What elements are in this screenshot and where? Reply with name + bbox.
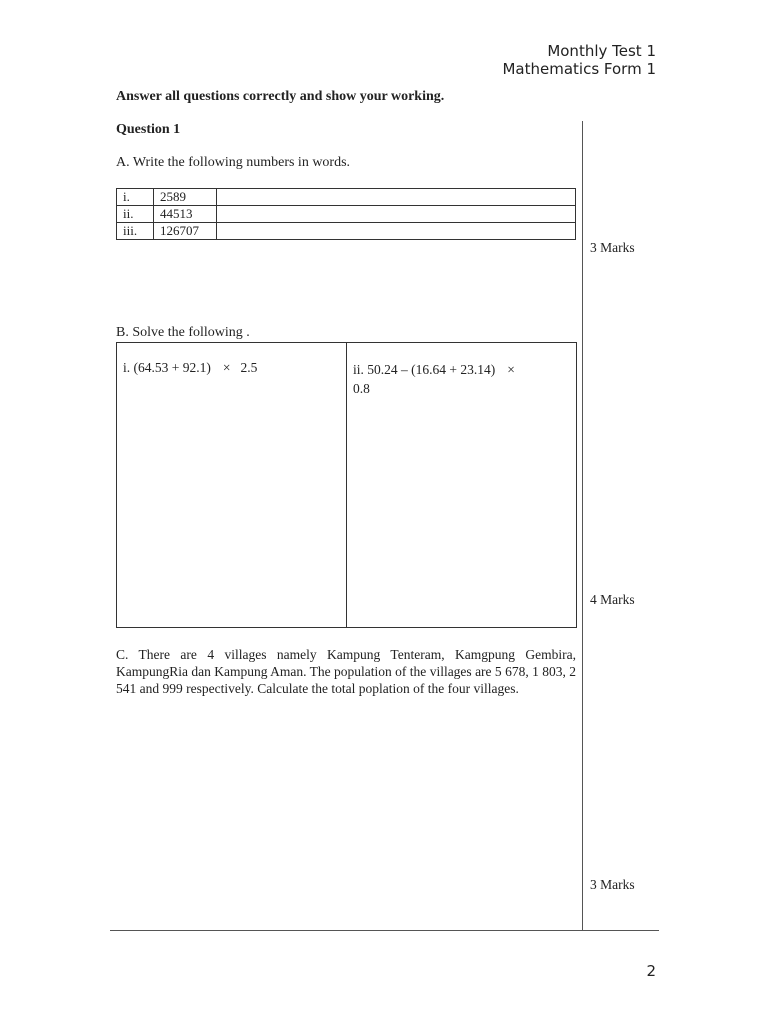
multiply-symbol: × <box>507 362 515 377</box>
numbers-table <box>116 188 576 240</box>
question-title: Question 1 <box>116 122 181 137</box>
multiply-symbol: × <box>222 360 231 375</box>
row-number: ii. <box>117 206 154 223</box>
page-header <box>502 42 656 78</box>
working-box-divider <box>346 343 347 627</box>
row-value: 44513 <box>154 206 217 223</box>
answer-cell[interactable] <box>217 189 576 206</box>
part-b-question-ii <box>353 360 553 398</box>
question-ii-expression: ii. 50.24 – (16.64 + 23.14) <box>353 362 496 377</box>
part-c-question: C. There are 4 villages namely Kampung Tenteram, Kamgpung Gembira, KampungRia dan Kampung Aman. The population of the villages are 5 678, 1 803, 2 541 and 999 respectively. Calculate the total poplation of the four villages. <box>116 647 576 696</box>
part-b-prompt: B. Solve the following . <box>116 325 250 340</box>
row-number: i. <box>117 189 154 206</box>
question-i-multiplier: 2.5 <box>240 360 258 375</box>
part-b-question-i <box>123 360 257 376</box>
margin-divider-vertical <box>582 121 583 931</box>
table-row <box>117 189 576 206</box>
part-a-marks: 3 Marks <box>590 240 635 255</box>
answer-cell[interactable] <box>217 223 576 240</box>
part-a-prompt: A. Write the following numbers in words. <box>116 155 351 170</box>
table-row <box>117 223 576 240</box>
row-value: 2589 <box>154 189 217 206</box>
footer-divider <box>110 930 659 931</box>
question-i-expression: i. (64.53 + 92.1) <box>123 360 211 375</box>
answer-cell[interactable] <box>217 206 576 223</box>
page-number: 2 <box>646 962 656 980</box>
question-ii-multiplier: 0.8 <box>353 381 370 396</box>
part-c-marks: 3 Marks <box>590 877 635 892</box>
header-subject: Mathematics Form 1 <box>502 60 656 78</box>
table-row <box>117 206 576 223</box>
instruction-text: Answer all questions correctly and show your working. <box>116 89 445 104</box>
header-test-name: Monthly Test 1 <box>547 42 656 60</box>
row-number: iii. <box>117 223 154 240</box>
part-b-working-box <box>116 342 577 628</box>
part-b-marks: 4 Marks <box>590 592 635 607</box>
row-value: 126707 <box>154 223 217 240</box>
